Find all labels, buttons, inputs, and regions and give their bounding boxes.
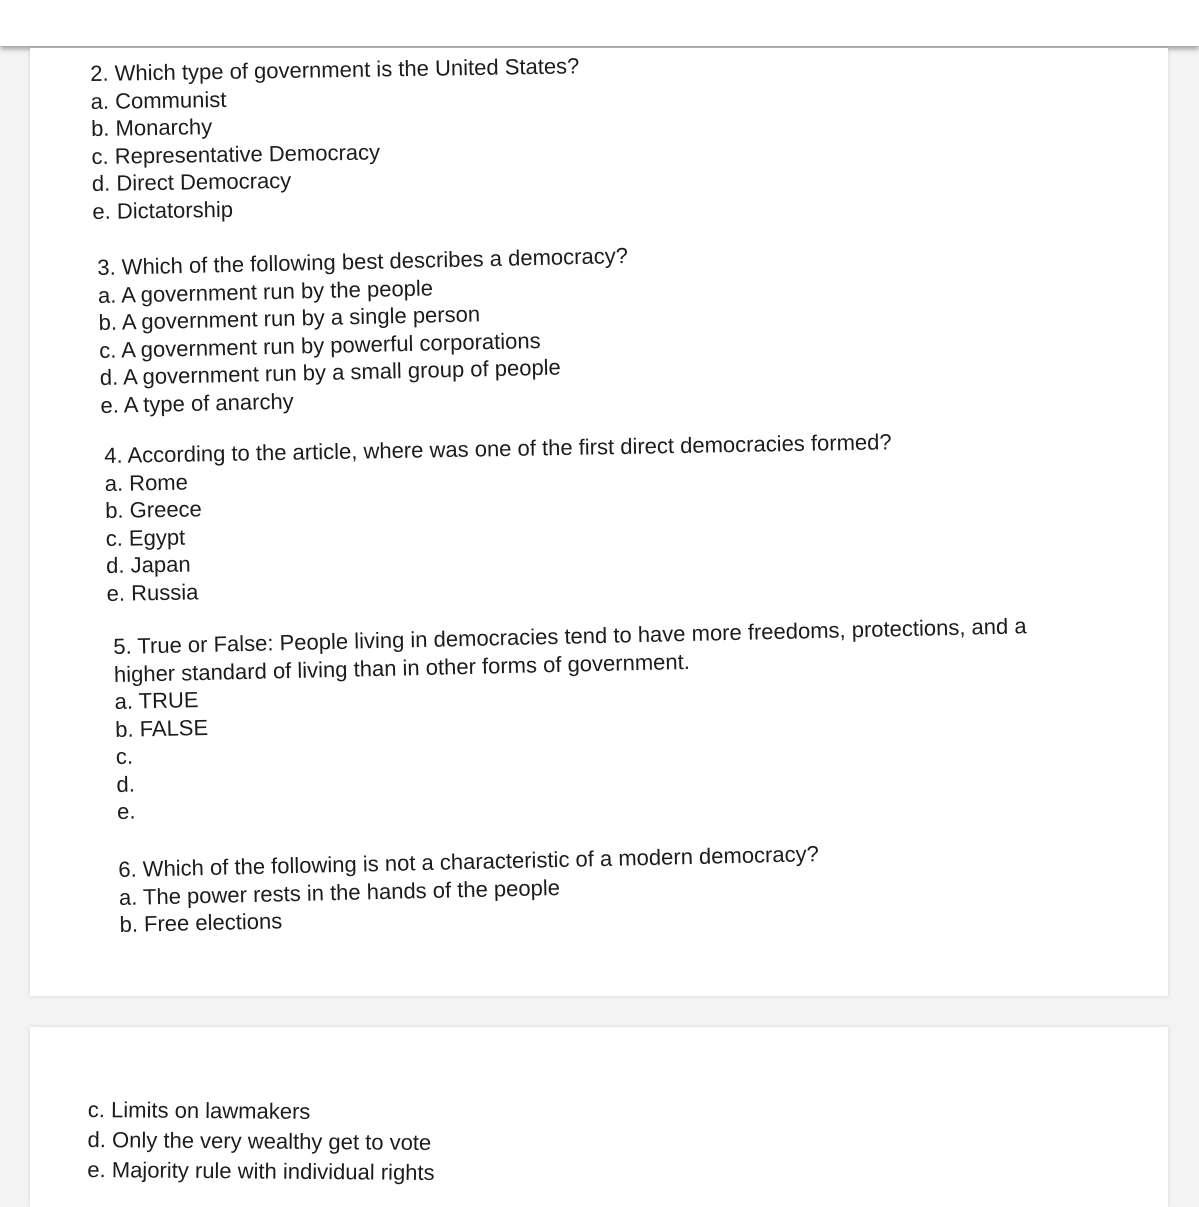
document-page-2[interactable] bbox=[30, 1027, 1168, 1207]
question-text-line-1: 5. True or False: People living in democracies tend to have more freedoms, protections, and a bbox=[113, 613, 1027, 659]
answer-option: c. Limits on lawmakers bbox=[87, 1096, 311, 1124]
answer-option: d. A government run by a small group of people bbox=[99, 354, 562, 390]
question-4 bbox=[104, 428, 894, 607]
answer-option: a. A government run by the people bbox=[97, 274, 434, 308]
answer-option: b. FALSE bbox=[114, 714, 209, 742]
answer-option: d. bbox=[116, 771, 136, 797]
answer-option: a. The power rests in the hands of the people bbox=[118, 874, 561, 910]
question-text: 3. Which of the following best describes a democracy? bbox=[97, 242, 629, 280]
question-5 bbox=[113, 612, 1031, 825]
question-text: 6. Which of the following is not a characteristic of a modern democracy? bbox=[118, 841, 820, 882]
answer-option: b. Monarchy bbox=[90, 114, 213, 141]
answer-option: b. A government run by a single person bbox=[98, 301, 481, 335]
question-text-line-2: higher standard of living than in other forms of government. bbox=[113, 648, 691, 687]
answer-option: c. bbox=[115, 743, 134, 769]
answer-option: e. Russia bbox=[106, 578, 199, 606]
question-text: 4. According to the article, where was one of the first direct democracies formed? bbox=[104, 429, 892, 468]
answer-option: a. TRUE bbox=[114, 687, 199, 714]
document-page-1[interactable] bbox=[30, 48, 1168, 996]
answer-option: a. Communist bbox=[90, 86, 227, 114]
question-text: 2. Which type of government is the United States? bbox=[90, 53, 580, 86]
viewer-top-bar bbox=[0, 0, 1199, 46]
answer-option: c. Representative Democracy bbox=[91, 138, 381, 169]
answer-option: e. bbox=[116, 798, 136, 824]
answer-option: d. Direct Democracy bbox=[91, 167, 292, 196]
answer-option: d. Japan bbox=[105, 551, 191, 578]
answer-option: b. Free elections bbox=[119, 908, 283, 937]
answer-option: c. Egypt bbox=[105, 524, 186, 551]
answer-option: d. Only the very wealthy get to vote bbox=[87, 1126, 432, 1155]
question-3 bbox=[97, 242, 631, 419]
answer-option: e. Majority rule with individual rights bbox=[87, 1156, 435, 1186]
answer-option: c. A government run by powerful corporations bbox=[98, 327, 541, 363]
answer-option: a. Rome bbox=[104, 469, 189, 496]
question-6-continued bbox=[87, 1095, 435, 1188]
question-2 bbox=[90, 52, 582, 225]
answer-option: e. Dictatorship bbox=[92, 196, 234, 224]
question-6 bbox=[118, 840, 820, 938]
answer-option: b. Greece bbox=[104, 496, 203, 523]
answer-option: e. A type of anarchy bbox=[100, 388, 294, 418]
